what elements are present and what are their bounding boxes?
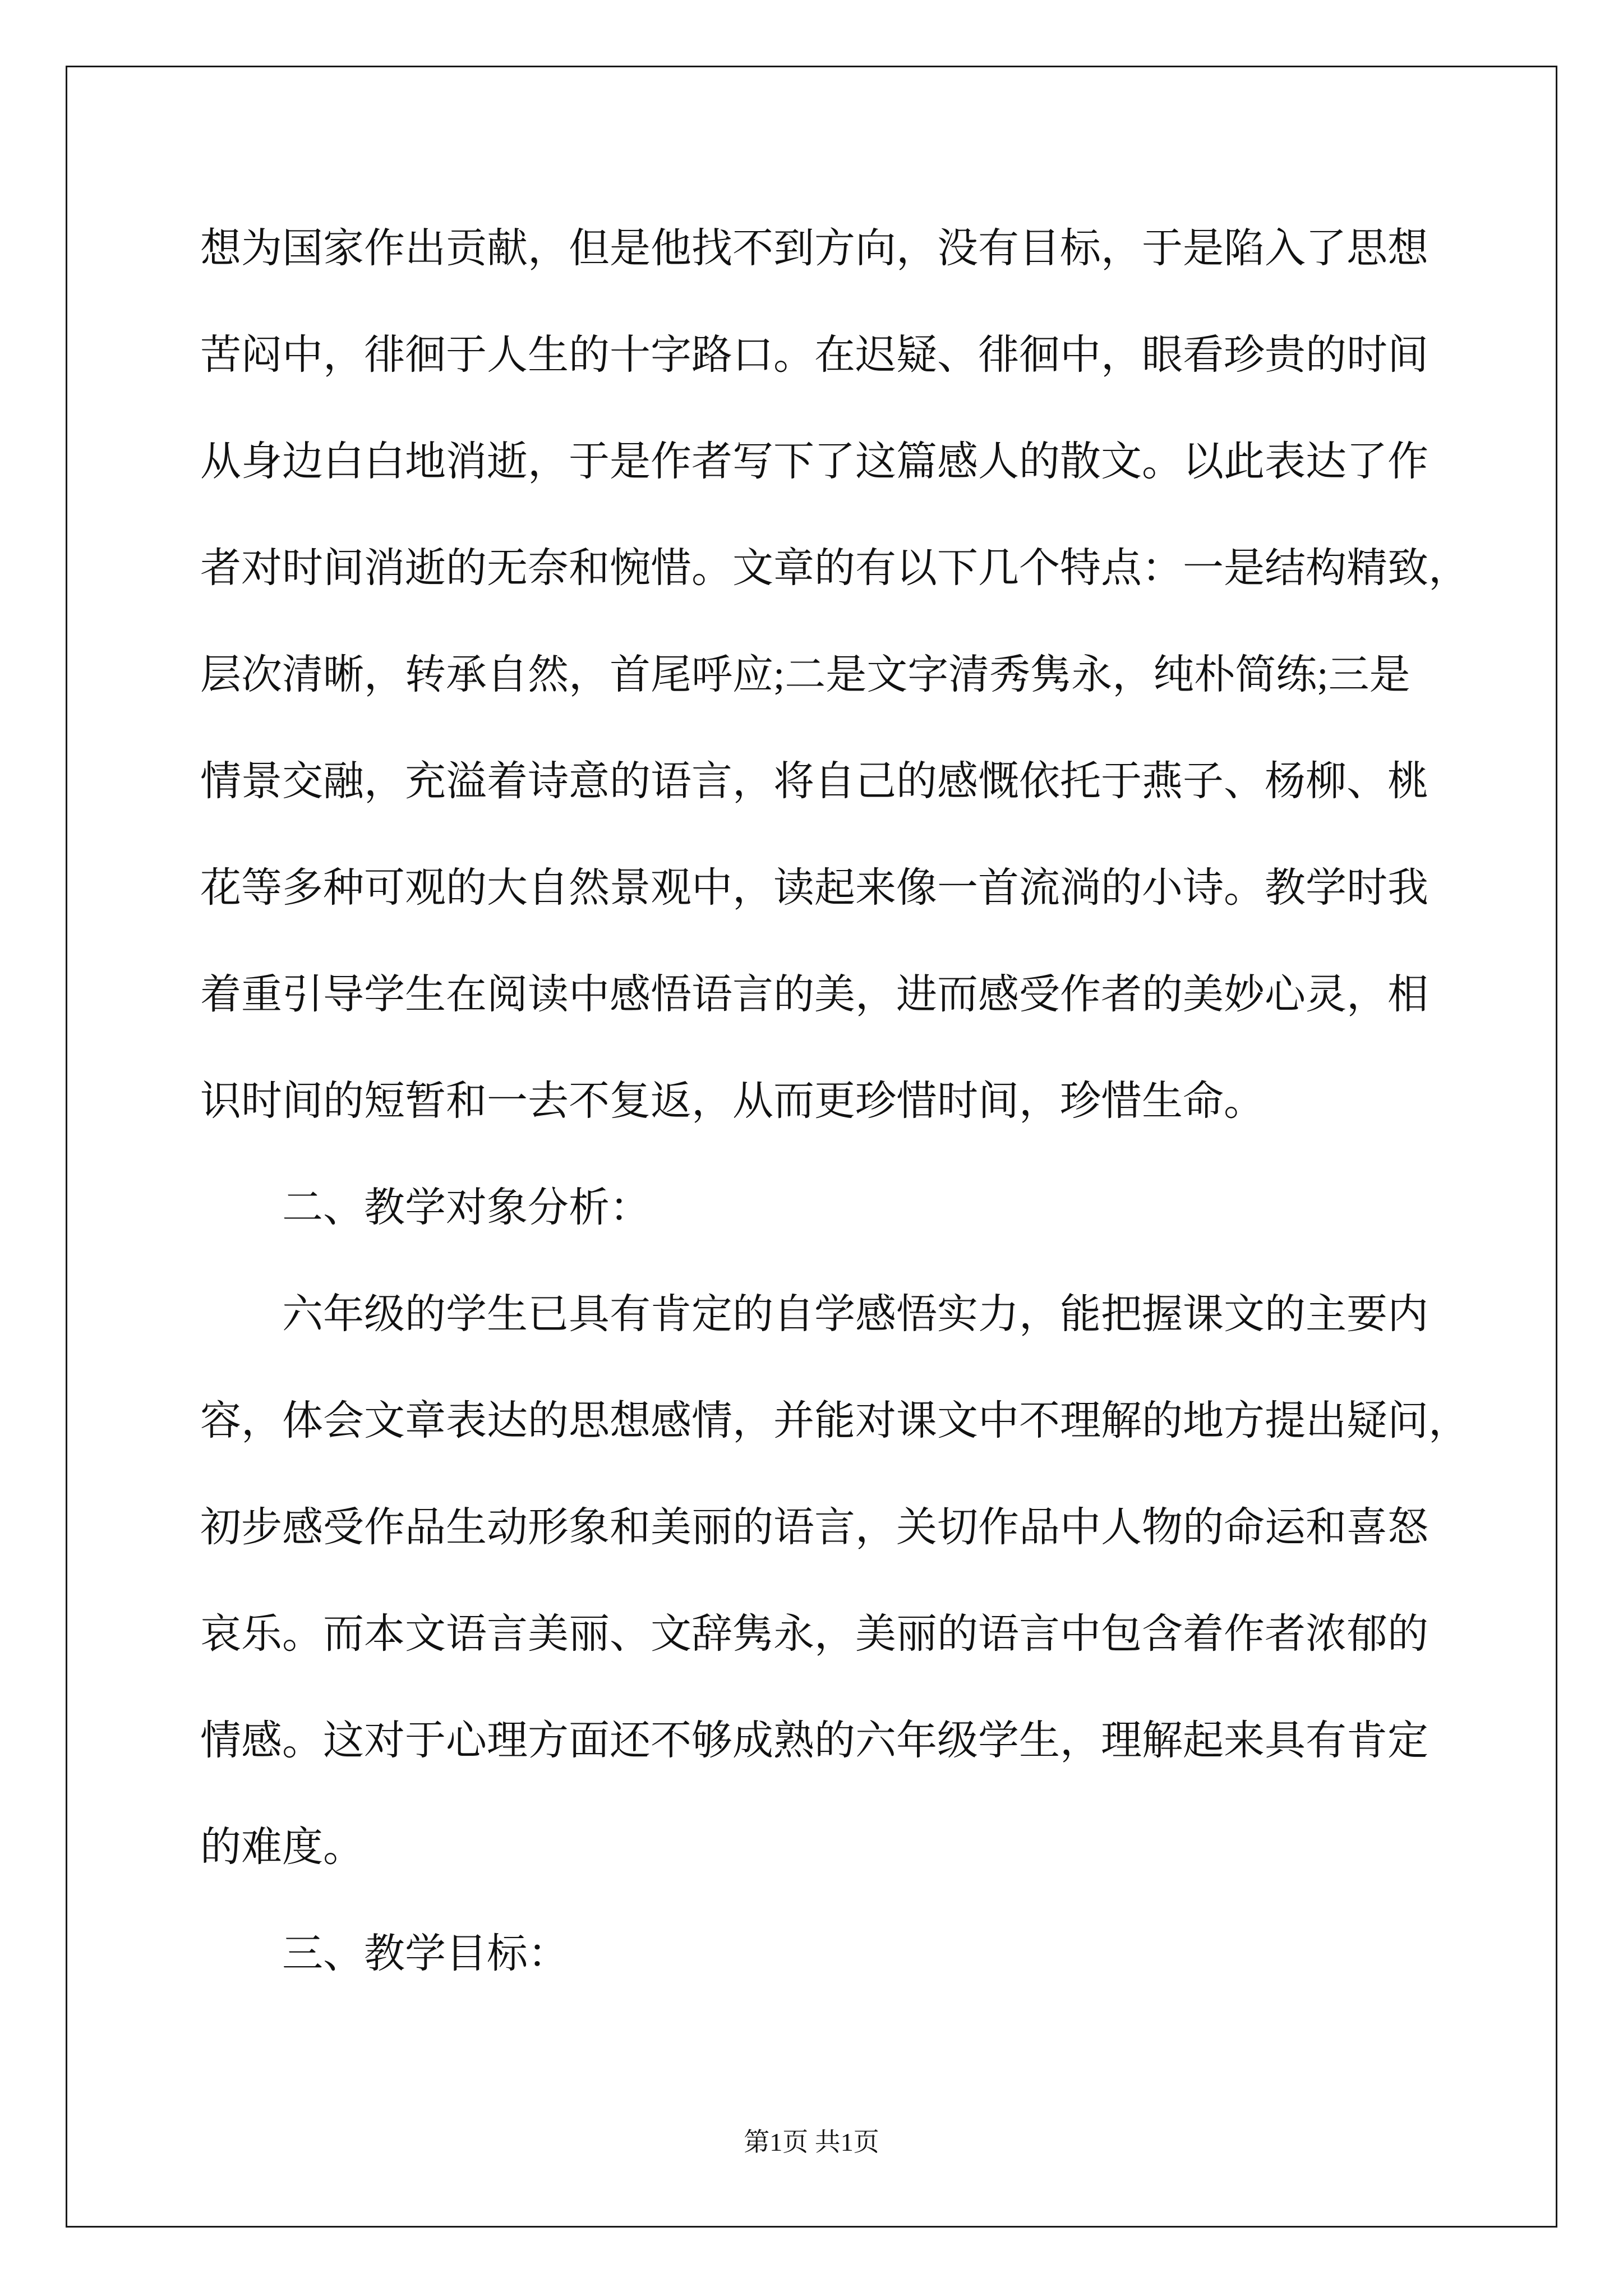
paragraph-line: 情景交融，充溢着诗意的语言，将自己的感慨依托于燕子、杨柳、桃 <box>200 758 1428 804</box>
section-heading: 三、教学目标： <box>282 1931 569 1976</box>
paragraph-line: 层次清晰，转承自然，首尾呼应;二是文字清秀隽永，纯朴简练;三是 <box>200 652 1410 697</box>
paragraph-line: 识时间的短暂和一去不复返，从而更珍惜时间，珍惜生命。 <box>200 1078 1265 1124</box>
paragraph-line: 从身边白白地消逝，于是作者写下了这篇感人的散文。以此表达了作 <box>200 439 1428 484</box>
paragraph-line: 情感。这对于心理方面还不够成熟的六年级学生，理解起来具有肯定 <box>200 1718 1428 1763</box>
page-footer: 第1页 共1页 <box>744 2128 879 2156</box>
paragraph-line: 着重引导学生在阅读中感悟语言的美，进而感受作者的美妙心灵，相 <box>200 972 1428 1017</box>
paragraph-line: 初步感受作品生动形象和美丽的语言，关切作品中人物的命运和喜怒 <box>200 1504 1428 1550</box>
paragraph-line: 苦闷中，徘徊于人生的十字路口。在迟疑、徘徊中，眼看珍贵的时间 <box>200 332 1428 378</box>
paragraph-line: 哀乐。而本文语言美丽、文辞隽永，美丽的语言中包含着作者浓郁的 <box>200 1611 1428 1657</box>
paragraph-line: 容，体会文章表达的思想感情，并能对课文中不理解的地方提出疑问， <box>200 1398 1469 1443</box>
section-heading: 二、教学对象分析： <box>282 1185 651 1230</box>
document-body <box>200 195 1490 2007</box>
paragraph-line: 花等多种可观的大自然景观中，读起来像一首流淌的小诗。教学时我 <box>200 865 1428 910</box>
paragraph-line: 的难度。 <box>200 1824 364 1870</box>
paragraph-line: 六年级的学生已具有肯定的自学感悟实力，能把握课文的主要内 <box>282 1291 1428 1337</box>
paragraph-line: 者对时间消逝的无奈和惋惜。文章的有以下几个特点：一是结构精致， <box>200 545 1469 591</box>
paragraph-line: 想为国家作出贡献，但是他找不到方向，没有目标，于是陷入了思想 <box>200 226 1428 271</box>
